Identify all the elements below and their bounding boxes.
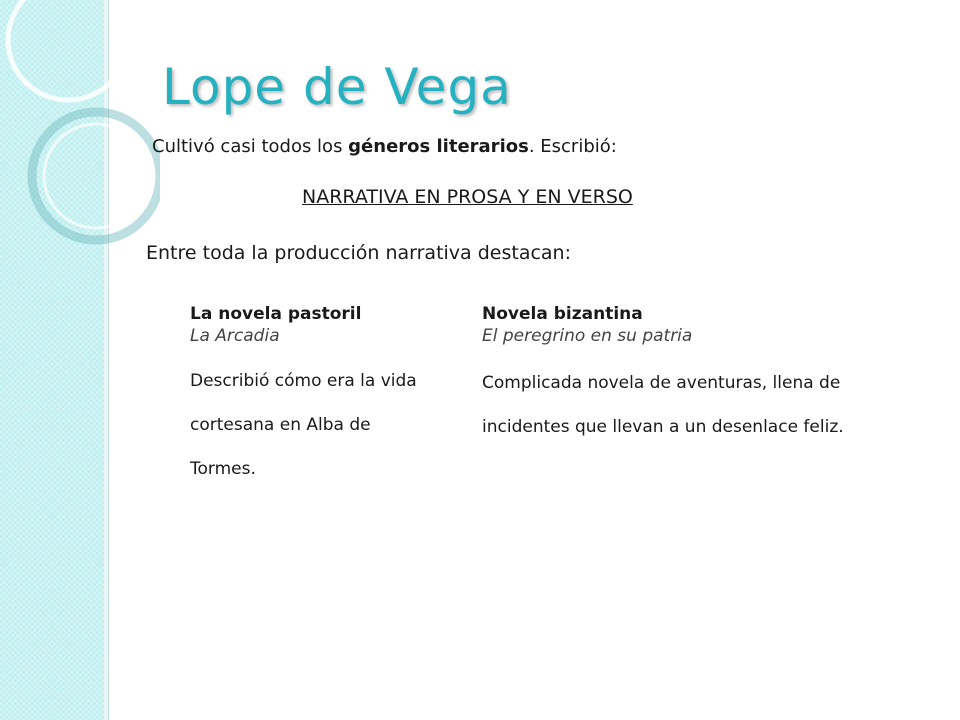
work-title: La Arcadia: [190, 326, 280, 346]
genre-title: Novela bizantina: [482, 304, 643, 324]
work-description: Complicada novela de aventuras, llena de incidentes que llevan a un desenlace feliz.: [482, 373, 844, 437]
work-description: Describió cómo era la vida cortesana en Alba de Tormes.: [190, 371, 417, 479]
intro-text-start: Cultivó casi todos los: [152, 136, 349, 157]
slide-title: Lope de Vega: [162, 58, 512, 116]
column-pastoral-novel: [190, 304, 450, 491]
intro-text-end: . Escribió:: [528, 136, 617, 157]
intro-emphasis: géneros literarios: [348, 136, 529, 157]
decorative-rings-icon: [0, 0, 160, 280]
work-title: El peregrino en su patria: [482, 326, 693, 346]
intro-text: [152, 136, 617, 157]
column-byzantine-novel: [482, 304, 882, 449]
section-heading: NARRATIVA EN PROSA Y EN VERSO: [302, 186, 633, 208]
genre-title: La novela pastoril: [190, 304, 362, 324]
lead-text: Entre toda la producción narrativa destacan:: [146, 242, 572, 264]
